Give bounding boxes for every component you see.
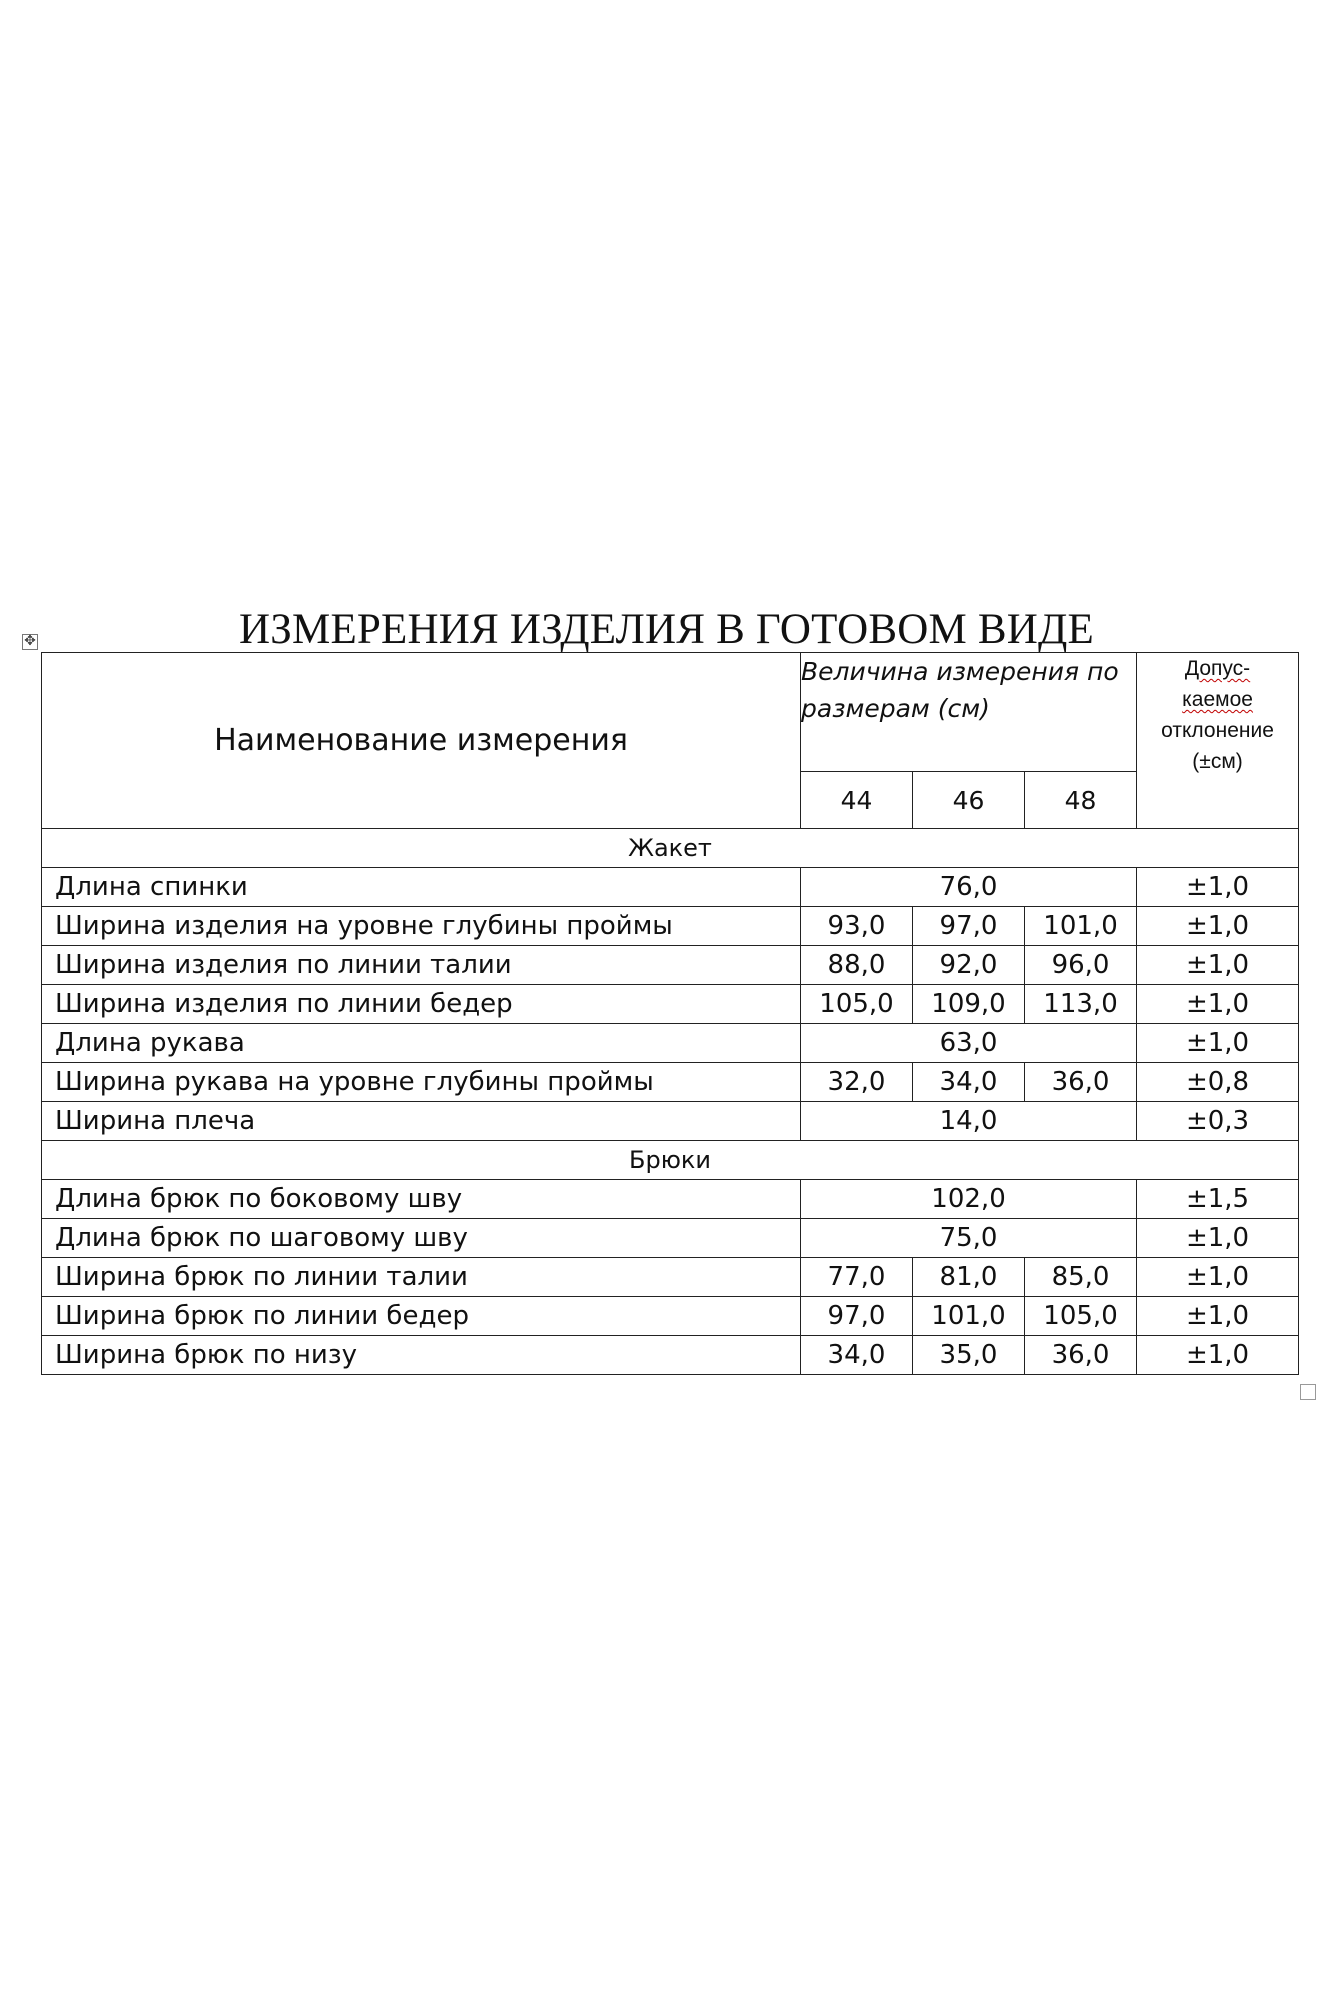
measurement-value-all-sizes: 14,0	[801, 1102, 1137, 1141]
table-row	[42, 1180, 1299, 1219]
measurement-name: Длина спинки	[42, 868, 801, 907]
measurement-value-all-sizes: 102,0	[801, 1180, 1137, 1219]
table-move-handle-icon[interactable]: ✥	[22, 634, 38, 650]
measurement-name: Ширина изделия по линии бедер	[42, 985, 801, 1024]
measurement-tolerance: ±1,0	[1137, 1297, 1299, 1336]
measurement-tolerance: ±1,0	[1137, 1219, 1299, 1258]
table-row	[42, 1063, 1299, 1102]
measurement-value-size-44: 93,0	[801, 907, 913, 946]
measurement-name: Ширина изделия на уровне глубины проймы	[42, 907, 801, 946]
measurement-value-size-44: 105,0	[801, 985, 913, 1024]
measurement-name: Ширина плеча	[42, 1102, 801, 1141]
table-row	[42, 1024, 1299, 1063]
header-size-48: 48	[1025, 772, 1137, 829]
measurement-value-size-48: 101,0	[1025, 907, 1137, 946]
header-tolerance	[1137, 653, 1299, 829]
table-body	[42, 829, 1299, 1375]
measurement-value-size-48: 36,0	[1025, 1336, 1137, 1375]
measurement-value-size-44: 34,0	[801, 1336, 913, 1375]
measurement-name: Ширина брюк по линии бедер	[42, 1297, 801, 1336]
measurement-value-size-46: 81,0	[913, 1258, 1025, 1297]
measurement-value-size-44: 32,0	[801, 1063, 913, 1102]
header-tolerance-line3: отклонение	[1161, 719, 1274, 742]
measurement-value-size-46: 92,0	[913, 946, 1025, 985]
measurement-name: Длина брюк по боковому шву	[42, 1180, 801, 1219]
header-tolerance-line2: каемое	[1182, 688, 1253, 711]
table-row	[42, 946, 1299, 985]
measurement-value-size-46: 109,0	[913, 985, 1025, 1024]
measurement-value-size-44: 88,0	[801, 946, 913, 985]
table-row	[42, 907, 1299, 946]
table-row	[42, 868, 1299, 907]
header-size-46: 46	[913, 772, 1025, 829]
table-row	[42, 1102, 1299, 1141]
measurement-tolerance: ±1,0	[1137, 946, 1299, 985]
section-title: Жакет	[42, 829, 1299, 868]
header-size-44: 44	[801, 772, 913, 829]
measurement-value-size-46: 97,0	[913, 907, 1025, 946]
measurement-name: Длина рукава	[42, 1024, 801, 1063]
measurement-tolerance: ±1,0	[1137, 1258, 1299, 1297]
table-row	[42, 1336, 1299, 1375]
section-title: Брюки	[42, 1141, 1299, 1180]
measurement-value-all-sizes: 76,0	[801, 868, 1137, 907]
header-tolerance-line1: Допус-	[1184, 657, 1251, 680]
measurement-value-size-48: 96,0	[1025, 946, 1137, 985]
section-row	[42, 829, 1299, 868]
table-row	[42, 1297, 1299, 1336]
measurement-tolerance: ±1,0	[1137, 868, 1299, 907]
measurement-name: Ширина брюк по низу	[42, 1336, 801, 1375]
measurement-value-size-48: 105,0	[1025, 1297, 1137, 1336]
measurement-value-size-48: 113,0	[1025, 985, 1137, 1024]
measurement-name: Длина брюк по шаговому шву	[42, 1219, 801, 1258]
measurement-value-size-46: 35,0	[913, 1336, 1025, 1375]
measurement-value-size-46: 34,0	[913, 1063, 1025, 1102]
table-row	[42, 1258, 1299, 1297]
document-title: ИЗМЕРЕНИЯ ИЗДЕЛИЯ В ГОТОВОМ ВИДЕ	[239, 606, 1094, 653]
measurement-tolerance: ±1,0	[1137, 907, 1299, 946]
measurement-value-size-44: 77,0	[801, 1258, 913, 1297]
section-row	[42, 1141, 1299, 1180]
header-tolerance-line4: (±см)	[1192, 750, 1243, 773]
measurement-name: Ширина изделия по линии талии	[42, 946, 801, 985]
measurement-value-size-48: 85,0	[1025, 1258, 1137, 1297]
table-row	[42, 1219, 1299, 1258]
measurement-tolerance: ±0,8	[1137, 1063, 1299, 1102]
header-measurement-name: Наименование измерения	[42, 653, 801, 829]
measurement-tolerance: ±1,0	[1137, 1024, 1299, 1063]
measurement-tolerance: ±1,0	[1137, 985, 1299, 1024]
measurement-value-all-sizes: 63,0	[801, 1024, 1137, 1063]
header-size-group: Величина измерения по размерам (см)	[801, 653, 1137, 772]
measurements-table	[41, 652, 1299, 1375]
measurement-name: Ширина брюк по линии талии	[42, 1258, 801, 1297]
measurement-name: Ширина рукава на уровне глубины проймы	[42, 1063, 801, 1102]
table-header-row	[42, 653, 1299, 772]
table-row	[42, 985, 1299, 1024]
measurement-value-size-46: 101,0	[913, 1297, 1025, 1336]
measurement-value-size-48: 36,0	[1025, 1063, 1137, 1102]
measurement-tolerance: ±1,5	[1137, 1180, 1299, 1219]
measurement-value-all-sizes: 75,0	[801, 1219, 1137, 1258]
measurement-tolerance: ±0,3	[1137, 1102, 1299, 1141]
measurement-value-size-44: 97,0	[801, 1297, 913, 1336]
measurement-tolerance: ±1,0	[1137, 1336, 1299, 1375]
table-resize-handle-icon[interactable]	[1300, 1384, 1316, 1400]
